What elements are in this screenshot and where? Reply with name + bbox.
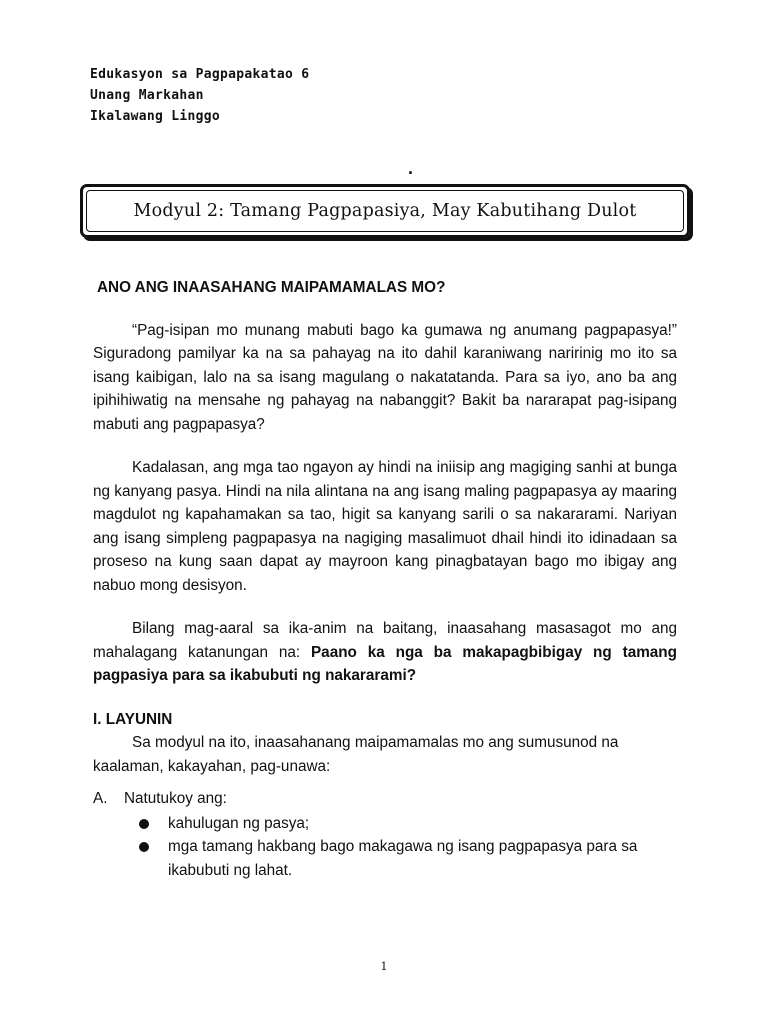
item-text: Natutukoy ang: [124,790,227,807]
week-line: Ikalawang Linggo [90,109,221,124]
objective-bullet-list [93,812,677,883]
list-item [139,835,677,882]
main-content [93,276,677,882]
subject-line: Edukasyon sa Pagpapakatao 6 [90,67,310,82]
module-title: Modyul 2: Tamang Pagpapasiya, May Kabutihang Dulot [86,190,684,232]
layunin-text: Sa modyul na ito, inaasahanang maipamamalas mo ang sumusunod na kaalaman, kakayahan, pag-unawa: [93,734,619,775]
item-letter: A. [93,790,108,807]
key-question: Paano ka nga ba makapagbibigay ng tamang pagpasiya para sa ikabubuti ng nakararami? [93,643,677,684]
document-header [90,64,309,127]
bullet-icon [139,819,149,829]
paragraph-2: Kadalasan, ang mga tao ngayon ay hindi na iniisip ang magiging sanhi at bunga ng kanyang pasya. Hindi na nila alintana na ang isang maling pagpapasya ay maaring magdulot ng kapahamakan sa tao, higit sa kanyang sarili o sa nakararami. Nariyan ang isang simpleng pagpapasya na nagiging masalimuot dhail hindi ito idinadaan sa proseso na kung saan dapat ay mayroon kang pinagbatayan bago mo ibigay ang nabuo mong desisyon. [93,459,677,594]
bullet-icon [139,842,149,852]
module-title-box [80,184,690,238]
bullet-text: kahulugan ng pasya; [168,814,310,832]
bullet-text: mga tamang hakbang bago makagawa ng isang pagpapasya para sa ikabubuti ng lahat. [168,838,638,879]
paragraph-1: “Pag-isipan mo munang mabuti bago ka gumawa ng anumang pagpapasya!” Siguradong pamilyar ka na sa pahayag na ito dahil karaniwang naririnig mo ito sa isang kaibigan, lalo na sa isang magulang o nakatatanda. Para sa iyo, ano ba ang ipihihiwatig na mensahe ng pahayag na nabanggit? Bakit ba nararapat pag-isipang mabuti ang pagpapasya? [93,321,677,433]
paragraph-3 [93,617,677,688]
paragraph-3-text: Bilang mag-aaral sa ika-anim na baitang, inaasahang masasagot mo ang mahalagang katanungan na: [93,620,677,661]
objective-item-a [93,787,677,811]
separator-dot: . [408,158,414,178]
list-item [139,812,677,836]
layunin-heading: I. LAYUNIN [93,710,173,728]
section-heading: ANO ANG INAASAHANG MAIPAMAMALAS MO? [97,279,446,296]
page-number: 1 [380,960,388,973]
quarter-line: Unang Markahan [90,88,204,103]
